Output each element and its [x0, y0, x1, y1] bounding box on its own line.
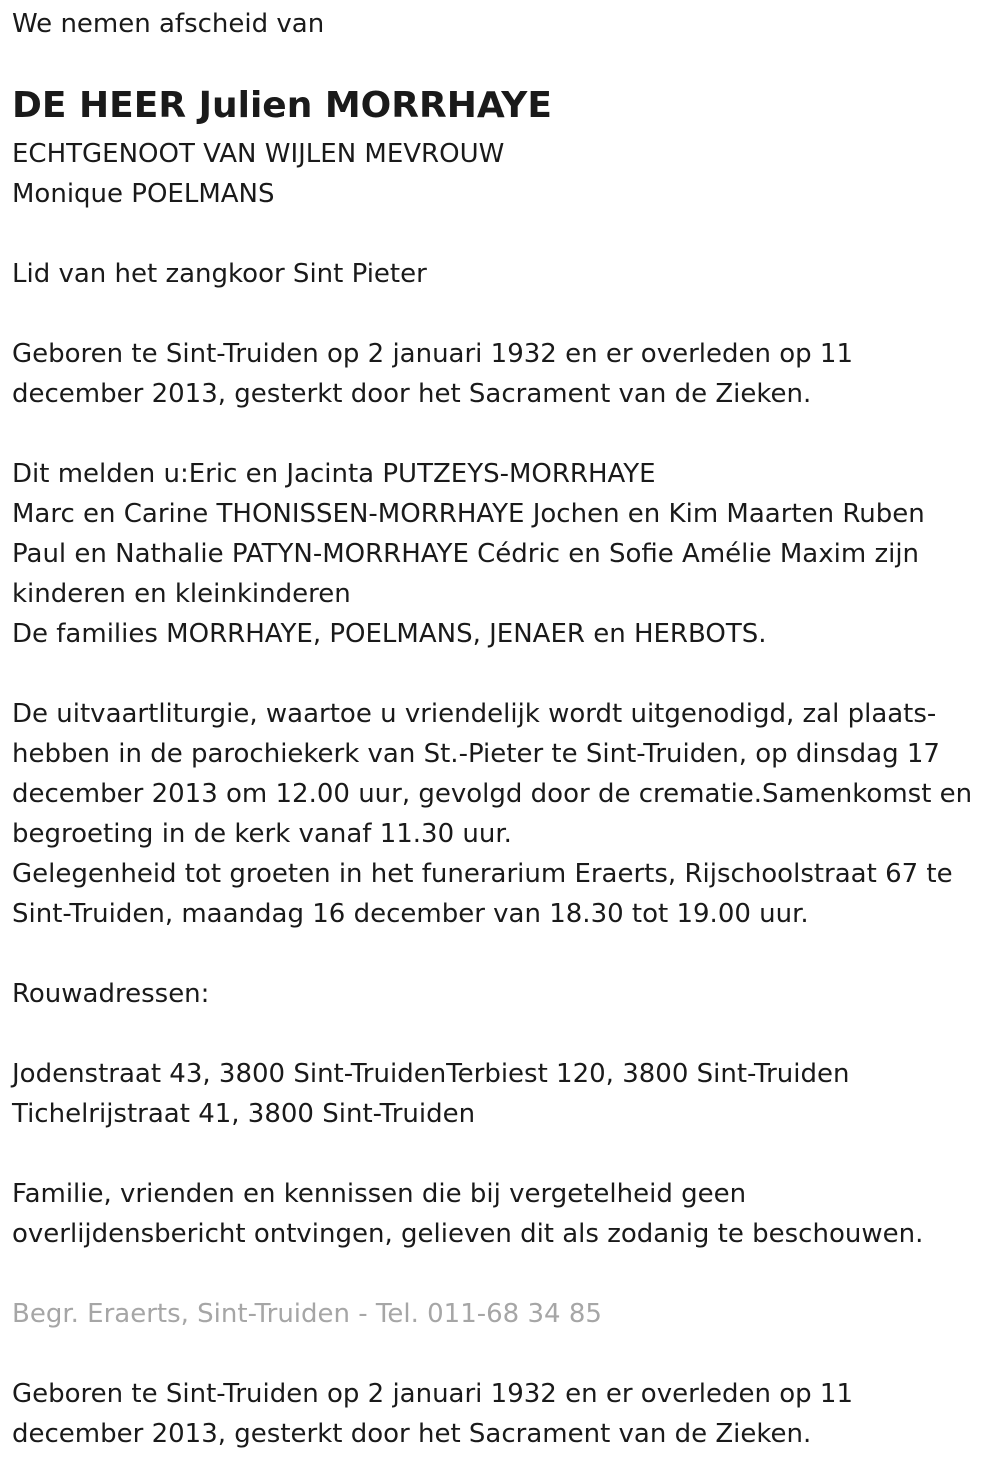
membership-text: Lid van het zangkoor Sint Pieter — [12, 259, 427, 289]
funeral-line-5: Gelegenheid tot groeten in het funerarium Eraerts, Rijschoolstraat 67 te — [12, 859, 953, 889]
funeral-line-1: De uitvaartliturgie, waartoe u vriendelijk wordt uitgenodigd, zal plaats- — [12, 699, 937, 729]
funeral-line-3: december 2013 om 12.00 uur, gevolgd door de crematie.Samenkomst en — [12, 779, 973, 809]
addresses-heading: Rouwadressen: — [12, 979, 210, 1009]
address-line-1: Jodenstraat 43, 3800 Sint-TruidenTerbiest 120, 3800 Sint-Truiden — [12, 1059, 850, 1089]
birth-death-repeat-line-1: Geboren te Sint-Truiden op 2 januari 1932 en er overleden op 11 — [12, 1379, 853, 1409]
birth-death-line-1: Geboren te Sint-Truiden op 2 januari 1932 en er overleden op 11 — [12, 339, 853, 369]
address-line-2: Tichelrijstraat 41, 3800 Sint-Truiden — [12, 1099, 476, 1129]
notice-line-1: Familie, vrienden en kennissen die bij vergetelheid geen — [12, 1179, 747, 1209]
undertaker-info: Begr. Eraerts, Sint-Truiden - Tel. 011-68 34 85 — [12, 1299, 602, 1329]
birth-death-repeat-line-2: december 2013, gesterkt door het Sacrament van de Zieken. — [12, 1419, 812, 1449]
funeral-line-2: hebben in de parochiekerk van St.-Pieter te Sint-Truiden, op dinsdag 17 — [12, 739, 940, 769]
funeral-line-6: Sint-Truiden, maandag 16 december van 18.30 tot 19.00 uur. — [12, 899, 809, 929]
notice-line-2: overlijdensbericht ontvingen, gelieven dit als zodanig te beschouwen. — [12, 1219, 924, 1249]
intro-text: We nemen afscheid van — [12, 9, 325, 39]
family-line-4: kinderen en kleinkinderen — [12, 579, 351, 609]
birth-death-line-2: december 2013, gesterkt door het Sacrament van de Zieken. — [12, 379, 812, 409]
family-line-2: Marc en Carine THONISSEN-MORRHAYE Jochen en Kim Maarten Ruben — [12, 499, 925, 529]
family-line-1: Dit melden u:Eric en Jacinta PUTZEYS-MORRHAYE — [12, 459, 656, 489]
funeral-line-4: begroeting in de kerk vanaf 11.30 uur. — [12, 819, 512, 849]
family-line-3: Paul en Nathalie PATYN-MORRHAYE Cédric en Sofie Amélie Maxim zijn — [12, 539, 920, 569]
deceased-name-heading: DE HEER Julien MORRHAYE — [12, 85, 552, 126]
spouse-line-2: Monique POELMANS — [12, 179, 275, 209]
family-line-5: De families MORRHAYE, POELMANS, JENAER en HERBOTS. — [12, 619, 767, 649]
spouse-line-1: ECHTGENOOT VAN WIJLEN MEVROUW — [12, 139, 505, 169]
